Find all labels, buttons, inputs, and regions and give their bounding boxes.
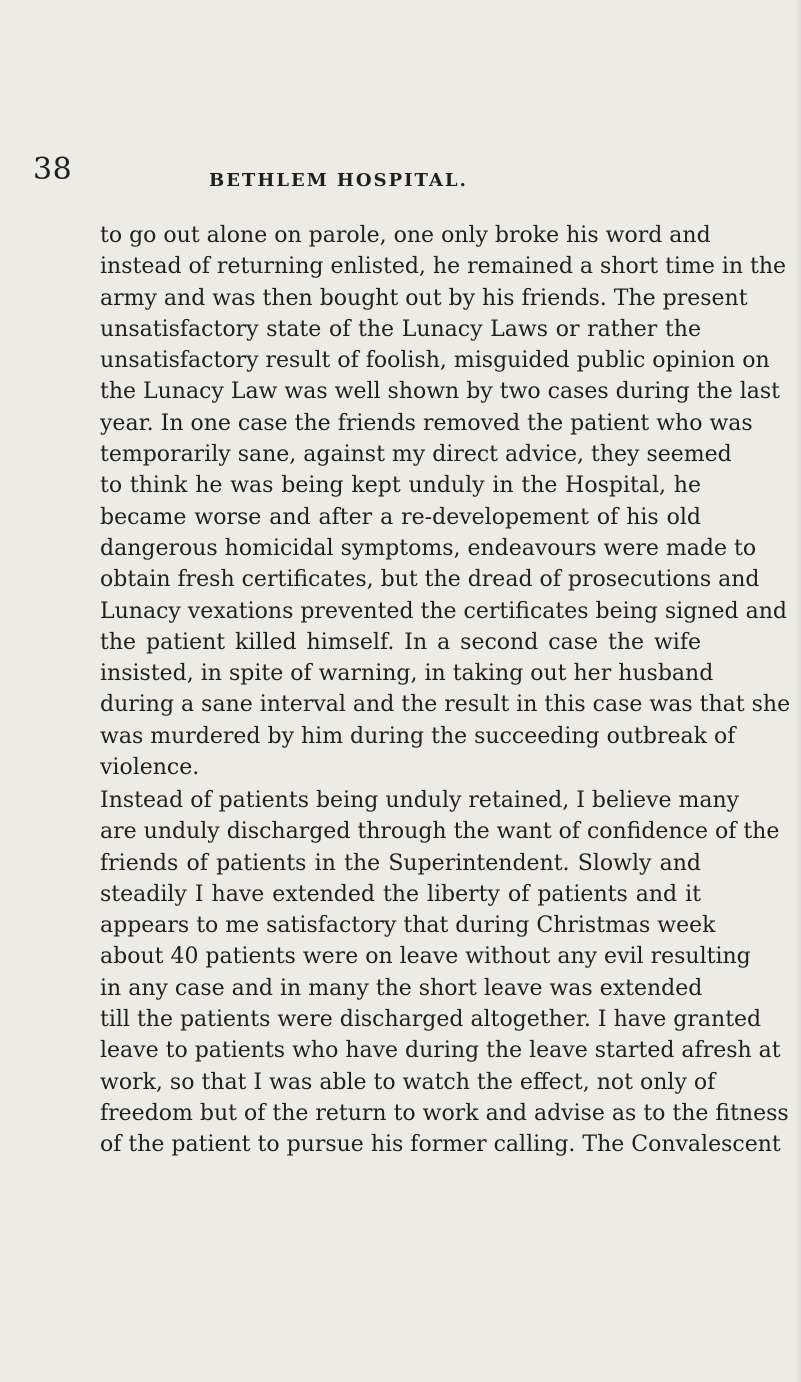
text-line: freedom but of the return to work and advise as to the fitness: [100, 1100, 789, 1126]
text-line: unsatisfactory state of the Lunacy Laws or rather the: [100, 316, 701, 342]
text-line: about 40 patients were on leave without any evil resulting: [100, 944, 751, 970]
text-line: unsatisfactory result of foolish, misguided public opinion on: [100, 348, 770, 374]
text-line: became worse and after a re-developement of his old: [100, 504, 701, 530]
text-line: Instead of patients being unduly retained, I believe many: [100, 788, 740, 813]
text-line: instead of returning enlisted, he remained a short time in the: [100, 254, 787, 280]
text-line: Lunacy vexations prevented the certificates being signed and: [100, 598, 787, 624]
text-line: appears to me satisfactory that during Christmas week: [100, 913, 716, 939]
text-line: army and was then bought out by his friends. The present: [100, 285, 748, 311]
paragraph-1: [100, 220, 791, 783]
paragraph-2: [100, 785, 789, 1161]
running-head: BETHLEM HOSPITAL.: [209, 170, 468, 191]
text-line: temporarily sane, against my direct advice, they seemed: [100, 442, 732, 468]
text-line: friends of patients in the Superintendent. Slowly and: [100, 850, 701, 876]
text-line: the patient killed himself. In a second case the wife: [100, 629, 701, 655]
text-line: leave to patients who have during the leave started afresh at: [100, 1038, 781, 1064]
text-line: violence.: [100, 755, 200, 781]
text-line: was murdered by him during the succeeding outbreak of: [100, 723, 736, 749]
page-edge-shadow: [795, 0, 801, 1382]
text-line: steadily I have extended the liberty of patients and it: [100, 881, 701, 907]
text-line: work, so that I was able to watch the effect, not only of: [100, 1069, 716, 1095]
text-line: the Lunacy Law was well shown by two cases during the last: [100, 379, 781, 405]
text-line: during a sane interval and the result in this case was that she: [100, 692, 791, 718]
text-line: insisted, in spite of warning, in taking out her husband: [100, 661, 714, 687]
text-line: dangerous homicidal symptoms, endeavours were made to: [100, 535, 757, 561]
text-line: to think he was being kept unduly in the Hospital, he: [100, 473, 701, 499]
text-line: are unduly discharged through the want of confidence of the: [100, 819, 780, 845]
text-line: to go out alone on parole, one only broke his word and: [100, 223, 711, 248]
text-line: of the patient to pursue his former calling. The Convalescent: [100, 1132, 781, 1158]
text-line: year. In one case the friends removed the patient who was: [100, 410, 753, 436]
text-line: obtain fresh certificates, but the dread of prosecutions and: [100, 567, 760, 593]
page-number: 38: [33, 152, 73, 187]
text-line: in any case and in many the short leave was extended: [100, 975, 703, 1001]
text-line: till the patients were discharged altogether. I have granted: [100, 1007, 762, 1033]
